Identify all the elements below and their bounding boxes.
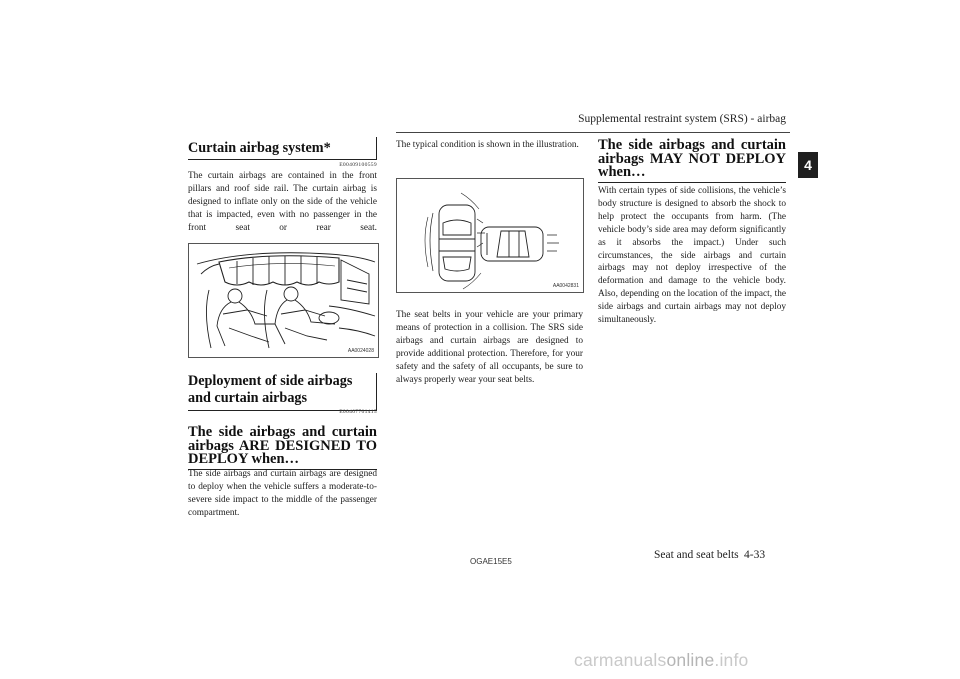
footer-page-number: 4-33: [744, 549, 766, 561]
seat-belt-paragraph: The seat belts in your vehicle are your primary means of protection in a collision. The SRS side airbags and curtain airbags are designed to provide additional protection. Therefore, for your safety and the safety of all occupants, be sure to always properly wear your seat belts.: [396, 310, 583, 385]
curtain-airbag-title-text: Curtain airbag system*: [188, 140, 331, 156]
may-not-deploy-paragraph: With certain types of side collisions, the vehicle’s body structure is designed to absorb the shock to help protect the occupants from harm. (The vehicle body’s side area may deform significantly as it absorbs the impact.) Under such circumstances, the side airbags and curtain airbags may not deploy irrespective of the deformation and damage to the vehicle body. Also, depending on the location of the impact, the side airbags and curtain airbags may not deploy simultaneously.: [598, 186, 786, 326]
running-head: Supplemental restraint system (SRS) - airbag: [578, 113, 786, 125]
header-rule: [396, 132, 790, 133]
curtain-airbag-title: [188, 137, 377, 160]
curtain-airbag-code: E00409100559: [339, 162, 377, 168]
designed-to-deploy-title: The side airbags and curtain airbags ARE DESIGNED TO DEPLOY when…: [188, 426, 377, 470]
watermark-prefix: carmanuals: [574, 650, 667, 670]
curtain-airbag-illustration: [189, 244, 378, 357]
side-impact-illustration: [397, 179, 583, 292]
designed-to-deploy-paragraph: The side airbags and curtain airbags are designed to deploy when the vehicle suffers a moderate-to-severe side impact to the middle of the passenger compartment.: [188, 469, 377, 518]
may-not-deploy-title: The side airbags and curtain airbags MAY NOT DEPLOY when…: [598, 139, 786, 183]
watermark: [574, 650, 748, 671]
deployment-title-text: Deployment of side airbags and curtain airbags: [188, 373, 353, 406]
watermark-mid: online: [666, 650, 715, 670]
typical-condition-paragraph: The typical condition is shown in the illustration.: [396, 140, 579, 150]
curtain-airbag-paragraph: The curtain airbags are contained in the front pillars and roof side rail. The curtain airbag is designed to inflate only on the side of the vehicle that is impacted, even with no passenger in the front seat or rear seat.: [188, 171, 377, 233]
deployment-title: [188, 373, 377, 411]
figure2-code-label: AA0042831: [552, 283, 579, 289]
footer-chapter-name: Seat and seat belts: [654, 549, 739, 561]
curtain-airbag-figure: [188, 243, 379, 358]
footer-document-code: OGAE15E5: [470, 557, 512, 566]
figure1-code-label: AA0024028: [347, 348, 374, 354]
chapter-tab[interactable]: 4: [798, 152, 818, 178]
deployment-code: E00407701415: [339, 409, 377, 415]
watermark-suffix: .info: [714, 650, 749, 670]
side-impact-figure: [396, 178, 584, 293]
